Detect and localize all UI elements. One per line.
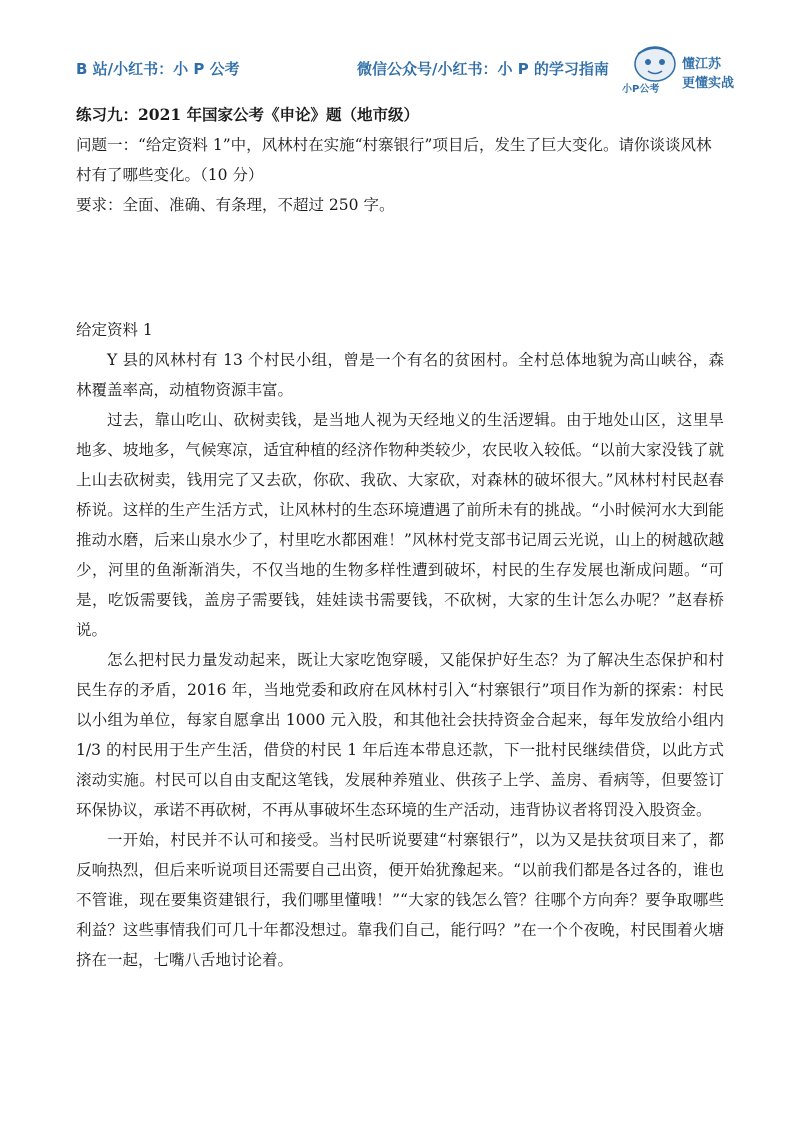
material-paragraph: 怎么把村民力量发动起来，既让大家吃饱穿暖，又能保护好生态？为了解决生态保护和村民生存的矛盾，2016 年，当地党委和政府在风林村引入“村寨银行”项目作为新的探索：村民以小组为单位，每家自愿拿出 1000 元入股，和其他社会扶持资金合起来，每年发放给小组内 1/3 的村民用于生产生活，借贷的村民 1 年后连本带息还款，下一批村民继续借贷，以此方式滚动实施。村民可以自由支配这笔钱，发展种养殖业、供孩子上学、盖房、看病等，但要签订环保协议，承诺不再砍树，不再从事破坏生态环境的生产活动，违背协议者将罚没入股资金。 <box>76 651 724 819</box>
logo-slogan-line2: 更懂实战 <box>682 76 735 91</box>
material-title: 给定资料 1 <box>76 321 153 339</box>
logo-brand-text: 小P公考 <box>622 84 660 95</box>
requirement-text: 要求：全面、准确、有条理，不超过 250 字。 <box>76 196 395 214</box>
mascot-icon <box>626 44 684 84</box>
material-paragraph: Y 县的风林村有 13 个村民小组，曾是一个有名的贫困村。全村总体地貌为高山峡谷，森林覆盖率高，动植物资源丰富。 <box>76 351 724 399</box>
exercise-title: 练习九：2021 年国家公考《申论》题（地市级） <box>76 105 420 124</box>
question-text: 问题一：“给定资料 1”中，风林村在实施“村寨银行”项目后，发生了巨大变化。请你谈谈风林村有了哪些变化。（10 分） <box>76 136 712 184</box>
document-body <box>76 100 724 975</box>
material-paragraph: 一开始，村民并不认可和接受。当村民听说要建“村寨银行”，以为又是扶贫项目来了，都反响热烈，但后来听说项目还需要自己出资，便开始犹豫起来。“以前我们都是各过各的，谁也不管谁，现在要集资建银行，我们哪里懂哦！”“大家的钱怎么管？往哪个方向奔？要争取哪些利益？这些事情我们可几十年都没想过。靠我们自己，能行吗？”在一个个夜晚，村民围着火塘挤在一起，七嘴八舌地讨论着。 <box>76 831 724 969</box>
header-right-text: 微信公众号/小红书：小 P 的学习指南 <box>357 60 609 78</box>
logo-slogan-line1: 懂江苏 <box>682 57 722 72</box>
material-paragraph: 过去，靠山吃山、砍树卖钱，是当地人视为天经地义的生活逻辑。由于地处山区，这里旱地多、坡地多，气候寒凉，适宜种植的经济作物种类较少，农民收入较低。“以前大家没钱了就上山去砍树卖，钱用完了又去砍，你砍、我砍、大家砍，对森林的破坏很大。”风林村村民赵春桥说。这样的生产生活方式，让风林村的生态环境遭遇了前所未有的挑战。“小时候河水大到能推动水磨，后来山泉水少了，村里吃水都困难！”风林村党支部书记周云光说，山上的树越砍越少，河里的鱼渐渐消失，不仅当地的生物多样性遭到破坏，村民的生存发展也渐成问题。“可是，吃饭需要钱，盖房子需要钱，娃娃读书需要钱，不砍树，大家的生计怎么办呢？”赵春桥说。 <box>76 411 724 639</box>
brand-logo <box>618 44 748 96</box>
header-left-text: B 站/小红书：小 P 公考 <box>76 60 240 78</box>
